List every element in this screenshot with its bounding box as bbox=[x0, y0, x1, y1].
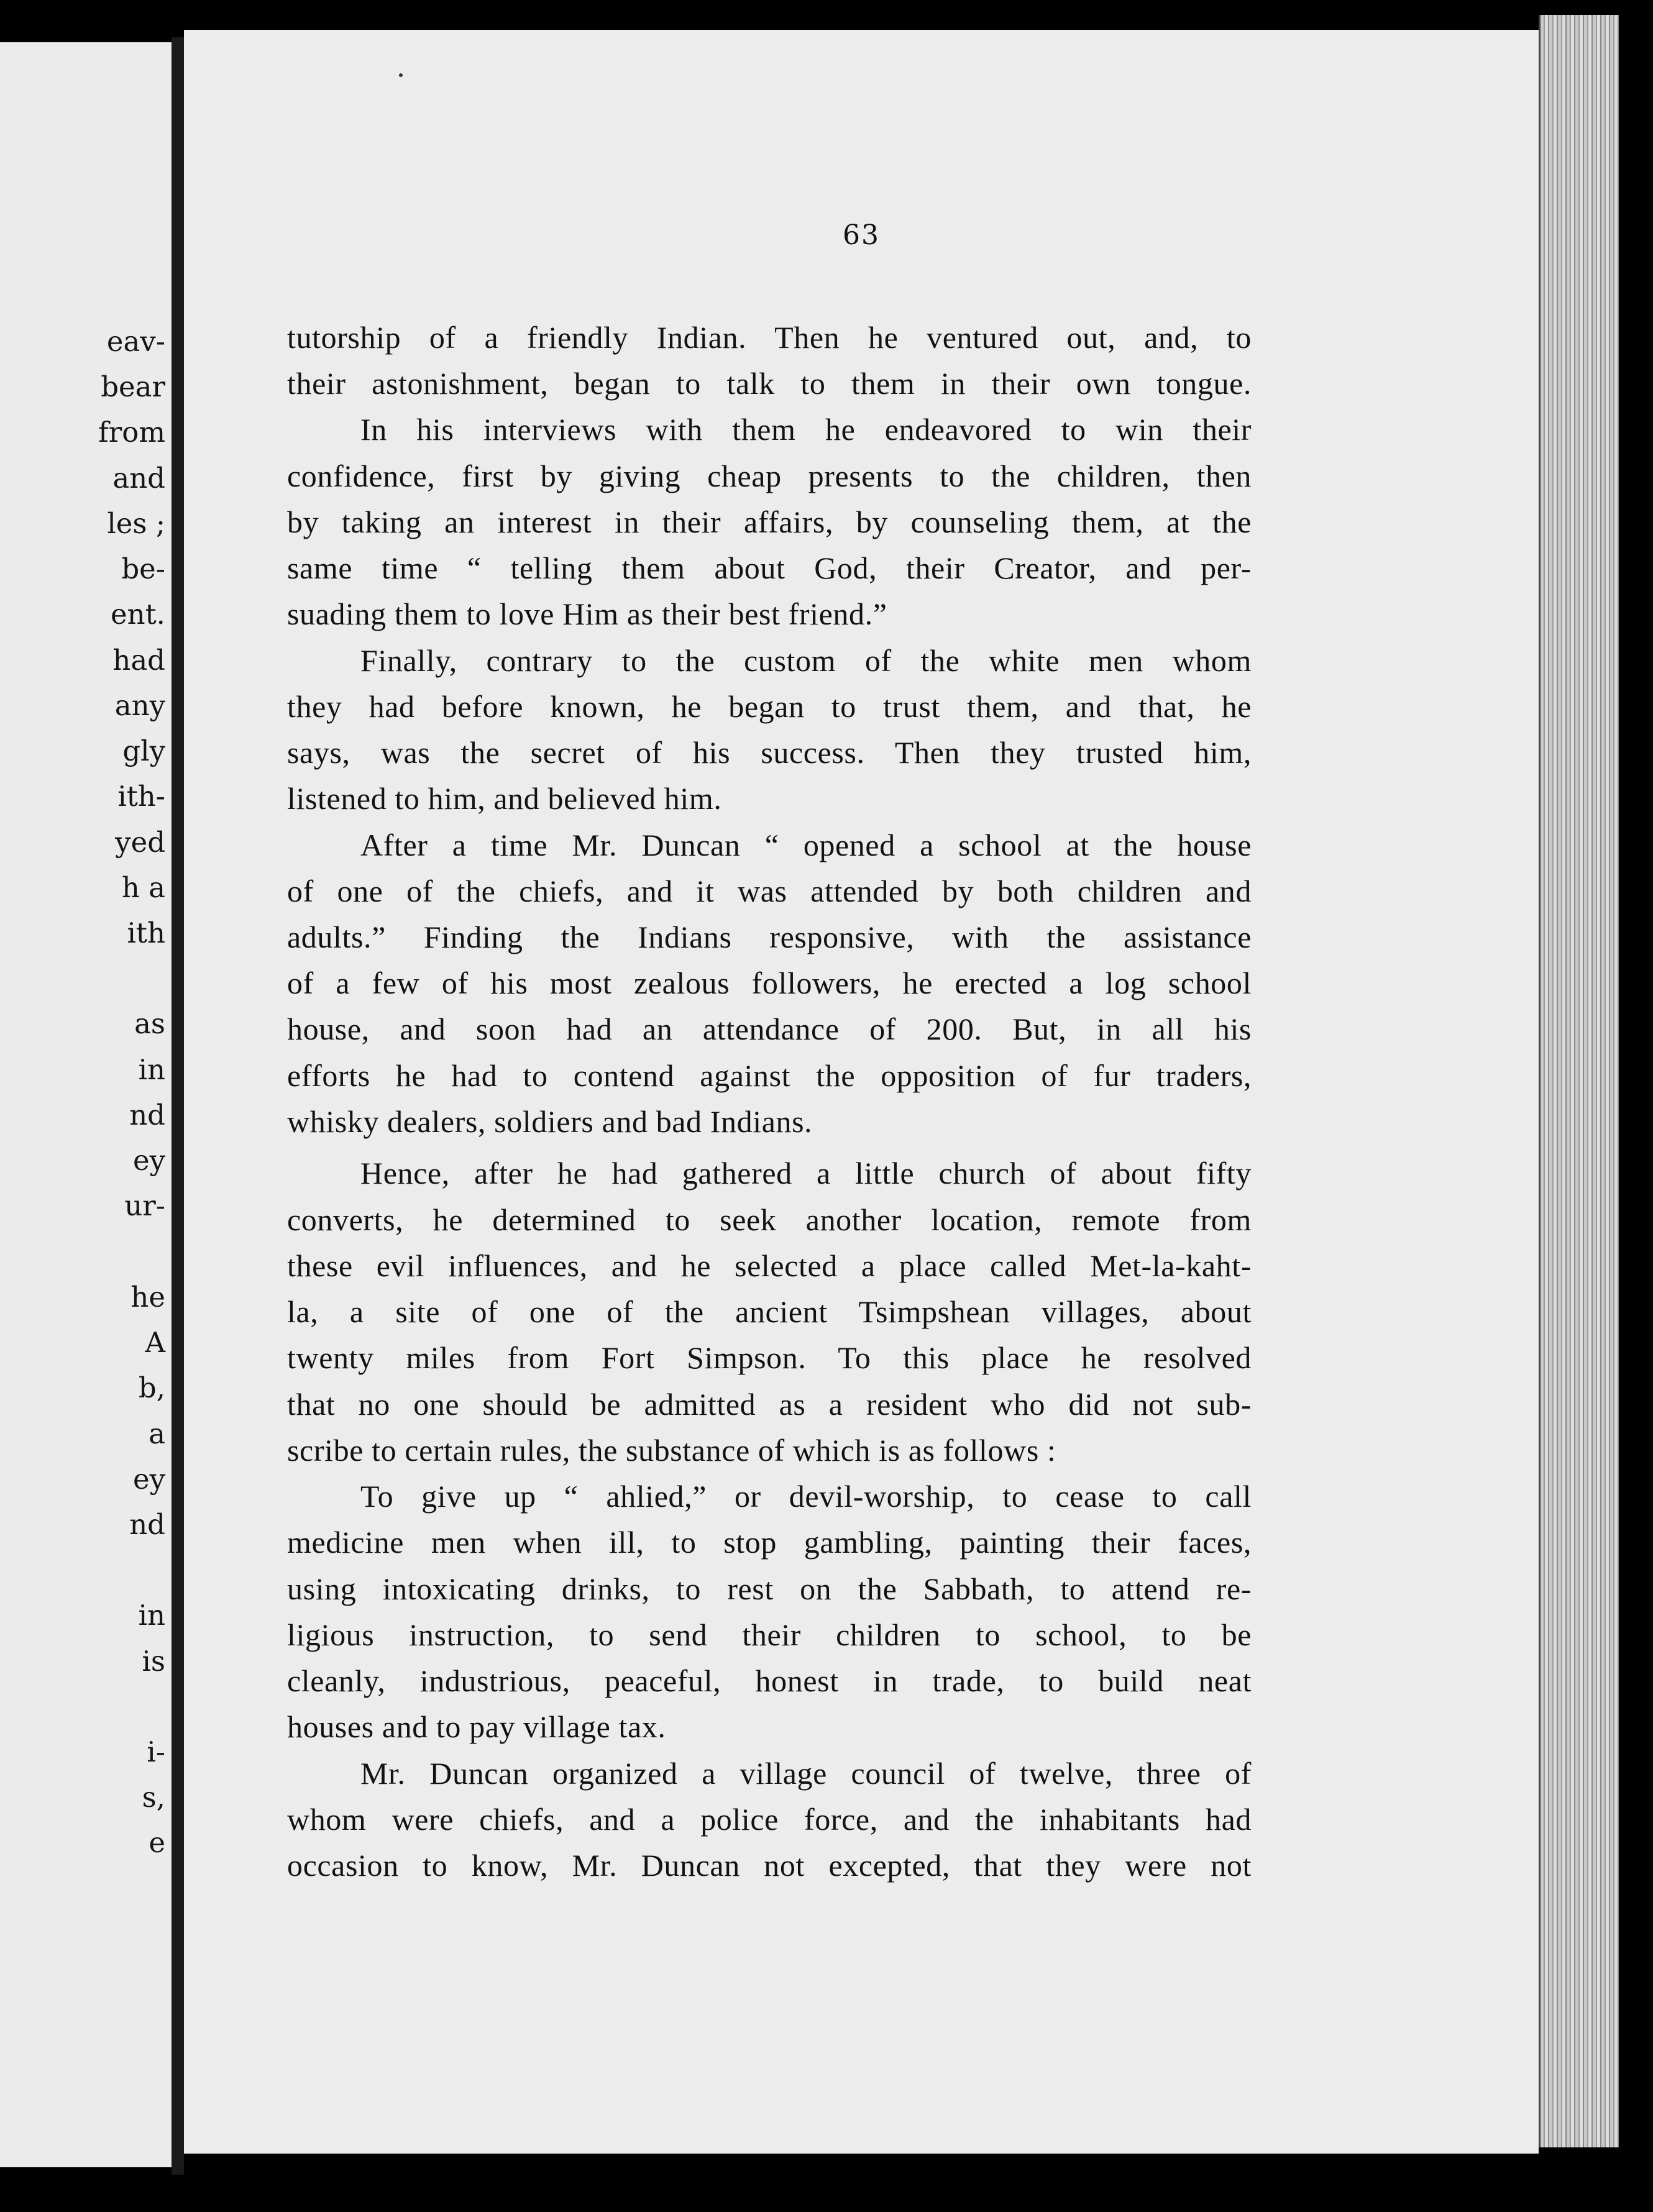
facing-page-fragment: gly bbox=[122, 734, 165, 767]
text-line: In his interviews with them he endeavored to win their bbox=[360, 412, 1252, 447]
text-line: efforts he had to contend against the opposition of fur traders, bbox=[287, 1058, 1252, 1093]
facing-page-fragment: ey bbox=[132, 1144, 165, 1177]
text-line: scribe to certain rules, the substance of which is as follows : bbox=[287, 1433, 1056, 1468]
facing-page-fragment: e bbox=[149, 1826, 165, 1859]
text-line: by taking an interest in their affairs, by counseling them, at the bbox=[287, 505, 1252, 539]
text-line: occasion to know, Mr. Duncan not excepted, that they were not bbox=[287, 1848, 1252, 1883]
facing-page-fragment: b, bbox=[138, 1371, 165, 1404]
facing-page-fragment: in bbox=[138, 1053, 165, 1086]
facing-page-fragment: yed bbox=[115, 826, 165, 859]
text-line: adults.” Finding the Indians responsive, with the assistance bbox=[287, 920, 1252, 954]
facing-page-fragment: had bbox=[112, 644, 165, 677]
text-line: listened to him, and believed him. bbox=[287, 781, 722, 816]
facing-page-fragment: nd bbox=[129, 1508, 165, 1541]
facing-page-fragment: bear bbox=[101, 370, 165, 403]
text-line: Mr. Duncan organized a village council of twelve, three of bbox=[360, 1756, 1252, 1791]
text-line: their astonishment, began to talk to them in their own tongue. bbox=[287, 366, 1252, 401]
text-line: whisky dealers, soldiers and bad Indians. bbox=[287, 1104, 813, 1139]
facing-page-fragment: i- bbox=[147, 1735, 165, 1768]
facing-page-fragment: s, bbox=[142, 1781, 165, 1814]
facing-page-fragment: ith- bbox=[117, 780, 165, 813]
facing-page-fragment: ur- bbox=[124, 1189, 165, 1222]
facing-page-fragment: as bbox=[134, 1007, 165, 1040]
page-block-edge bbox=[1539, 15, 1619, 2147]
facing-page-fragment: les ; bbox=[107, 507, 165, 540]
text-line: same time “ telling them about God, their Creator, and per- bbox=[287, 551, 1252, 585]
facing-page-fragment: nd bbox=[129, 1099, 165, 1131]
facing-page-fragment: be- bbox=[121, 552, 165, 585]
facing-page-fragment: he bbox=[130, 1281, 165, 1314]
facing-page-fragment: ent. bbox=[110, 598, 165, 631]
facing-page-fragment: ith bbox=[127, 916, 165, 949]
text-line: suading them to love Him as their best friend.” bbox=[287, 596, 887, 631]
facing-page-fragment: is bbox=[142, 1645, 165, 1678]
facing-page-fragment: from bbox=[98, 416, 165, 449]
facing-page-fragment: ey bbox=[132, 1463, 165, 1496]
book-page bbox=[184, 30, 1539, 2154]
text-line: After a time Mr. Duncan “ opened a school at the house bbox=[360, 828, 1252, 862]
facing-page-fragment: eav- bbox=[106, 325, 165, 358]
text-line: cleanly, industrious, peaceful, honest in trade, to build neat bbox=[287, 1663, 1252, 1698]
facing-page-fragment: a bbox=[149, 1417, 165, 1450]
text-line: these evil influences, and he selected a place called Met-la-kaht- bbox=[287, 1248, 1252, 1283]
text-line: la, a site of one of the ancient Tsimpshean villages, about bbox=[287, 1294, 1252, 1329]
facing-page-fragment: A bbox=[145, 1326, 165, 1359]
text-line: that no one should be admitted as a resident who did not sub- bbox=[287, 1387, 1252, 1422]
facing-page bbox=[0, 42, 173, 2167]
text-line: Hence, after he had gathered a little church of about fifty bbox=[360, 1156, 1252, 1191]
text-line: twenty miles from Fort Simpson. To this place he resolved bbox=[287, 1340, 1252, 1375]
facing-page-fragment: h a bbox=[121, 871, 165, 904]
text-line: medicine men when ill, to stop gambling, painting their faces, bbox=[287, 1525, 1252, 1560]
facing-page-fragment: in bbox=[138, 1599, 165, 1632]
facing-page-fragment: and bbox=[112, 462, 165, 495]
text-line: To give up “ ahlied,” or devil-worship, to cease to call bbox=[360, 1479, 1252, 1514]
text-line: they had before known, he began to trust them, and that, he bbox=[287, 689, 1252, 724]
text-line: Finally, contrary to the custom of the white men whom bbox=[360, 643, 1252, 678]
text-line: converts, he determined to seek another location, remote from bbox=[287, 1202, 1252, 1237]
text-line: ligious instruction, to send their children to school, to be bbox=[287, 1617, 1252, 1652]
text-line: house, and soon had an attendance of 200. But, in all his bbox=[287, 1012, 1252, 1046]
book-gutter bbox=[172, 37, 184, 2175]
facing-page-fragment: any bbox=[114, 689, 165, 722]
text-line: of one of the chiefs, and it was attended by both children and bbox=[287, 874, 1252, 908]
page-number: 63 bbox=[843, 219, 880, 251]
text-line: using intoxicating drinks, to rest on the Sabbath, to attend re- bbox=[287, 1571, 1252, 1606]
text-line: says, was the secret of his success. Then they trusted him, bbox=[287, 735, 1252, 770]
text-line: of a few of his most zealous followers, he erected a log school bbox=[287, 966, 1252, 1000]
text-line: houses and to pay village tax. bbox=[287, 1709, 666, 1744]
text-line: whom were chiefs, and a police force, and the inhabitants had bbox=[287, 1802, 1252, 1837]
scan-speck bbox=[399, 73, 403, 77]
text-line: confidence, first by giving cheap presents to the children, then bbox=[287, 459, 1252, 493]
text-line: tutorship of a friendly Indian. Then he ventured out, and, to bbox=[287, 320, 1252, 355]
